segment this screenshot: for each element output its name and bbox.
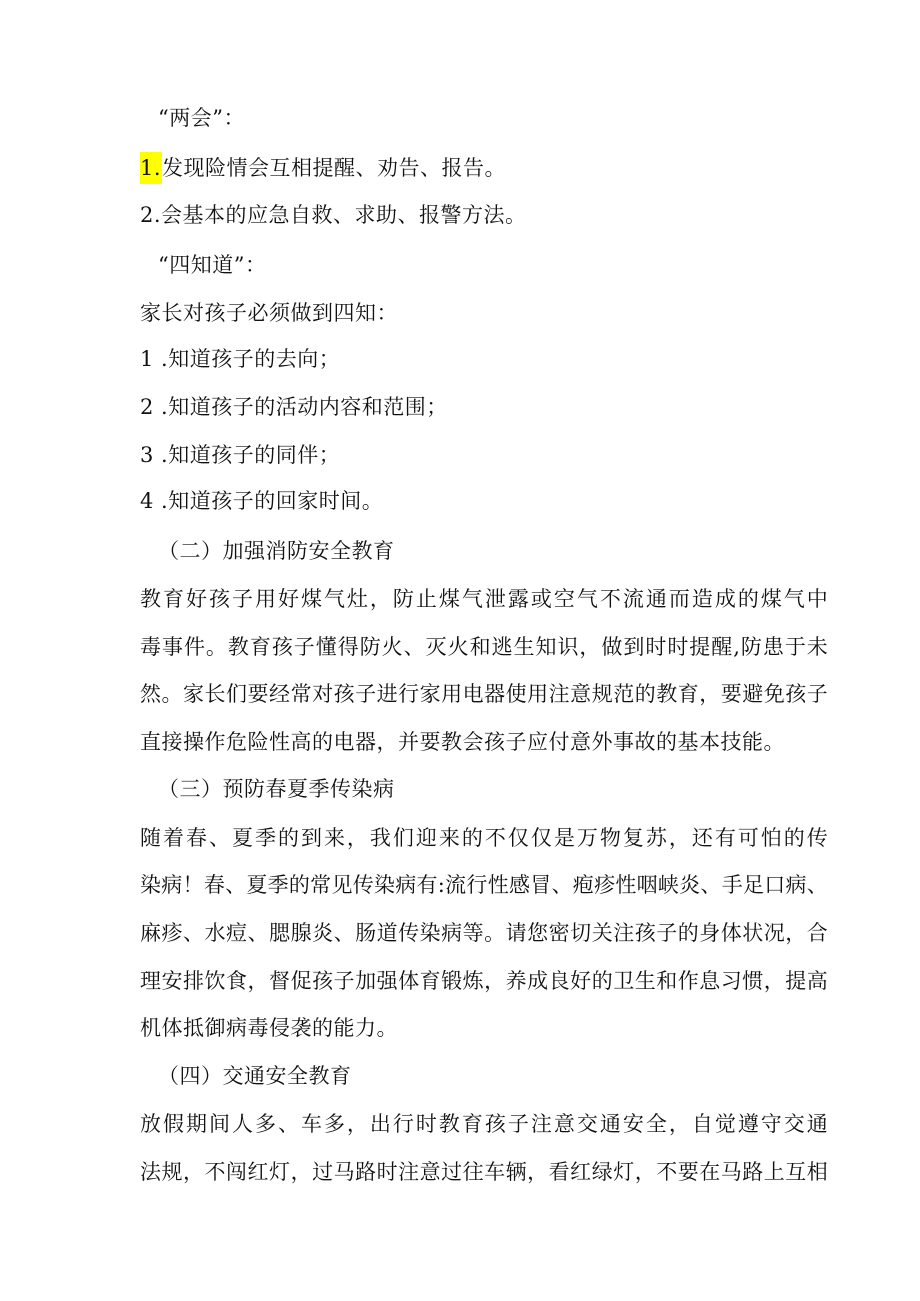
sizhidao-intro: 家长对孩子必须做到四知：	[140, 301, 398, 325]
traffic-paragraph-line-1: 放假期间人多、车多，出行时教育孩子注意交通安全，自觉遵守交通	[140, 1112, 828, 1136]
sizhidao-item-1: 1 .知道孩子的去向；	[140, 347, 341, 371]
disease-paragraph-line-5: 机体抵御病毒侵袭的能力。	[140, 1016, 398, 1040]
disease-section-heading: （三）预防春夏季传染病	[158, 777, 395, 801]
traffic-section-heading: （四）交通安全教育	[158, 1064, 352, 1088]
sizhidao-heading: “四知道”：	[158, 253, 267, 277]
disease-paragraph-line-1: 随着春、夏季的到来，我们迎来的不仅仅是万物复苏，还有可怕的传	[140, 826, 828, 850]
sizhidao-item-4: 4 .知道孩子的回家时间。	[140, 489, 384, 513]
lianghui-item-2-text: 会基本的应急自救、求助、报警方法。	[161, 203, 527, 227]
disease-paragraph-line-4: 理安排饮食，督促孩子加强体育锻炼，养成良好的卫生和作息习惯，提高	[140, 969, 828, 993]
traffic-paragraph-line-2: 法规，不闯红灯，过马路时注意过往车辆，看红绿灯，不要在马路上互相	[140, 1160, 828, 1184]
disease-paragraph-line-2: 染病！春、夏季的常见传染病有:流行性感冒、疱疹性咽峡炎、手足口病、	[140, 873, 828, 897]
disease-paragraph-line-3: 麻疹、水痘、腮腺炎、肠道传染病等。请您密切关注孩子的身体状况，合	[140, 921, 828, 945]
lianghui-item-2	[140, 200, 527, 230]
lianghui-item-1	[140, 153, 506, 183]
fire-paragraph-line-2: 毒事件。教育孩子懂得防火、灭火和逃生知识，做到时时提醒,防患于未	[140, 635, 828, 659]
fire-paragraph-line-4: 直接操作危险性高的电器，并要教会孩子应付意外事故的基本技能。	[140, 730, 785, 754]
sizhidao-item-3: 3 .知道孩子的同伴；	[140, 443, 341, 467]
lianghui-item-1-text: 发现险情会互相提醒、劝告、报告。	[162, 156, 507, 180]
lianghui-item-2-number: 2.	[140, 203, 162, 227]
sizhidao-item-2: 2 .知道孩子的活动内容和范围；	[140, 395, 448, 419]
highlighted-number: 1.	[140, 152, 162, 184]
fire-paragraph-line-3: 然。家长们要经常对孩子进行家用电器使用注意规范的教育，要避免孩子	[140, 682, 828, 706]
fire-section-heading: （二）加强消防安全教育	[158, 539, 395, 563]
fire-paragraph-line-1: 教育好孩子用好煤气灶，防止煤气泄露或空气不流通而造成的煤气中	[140, 587, 828, 611]
lianghui-heading: “两会”：	[158, 106, 245, 130]
